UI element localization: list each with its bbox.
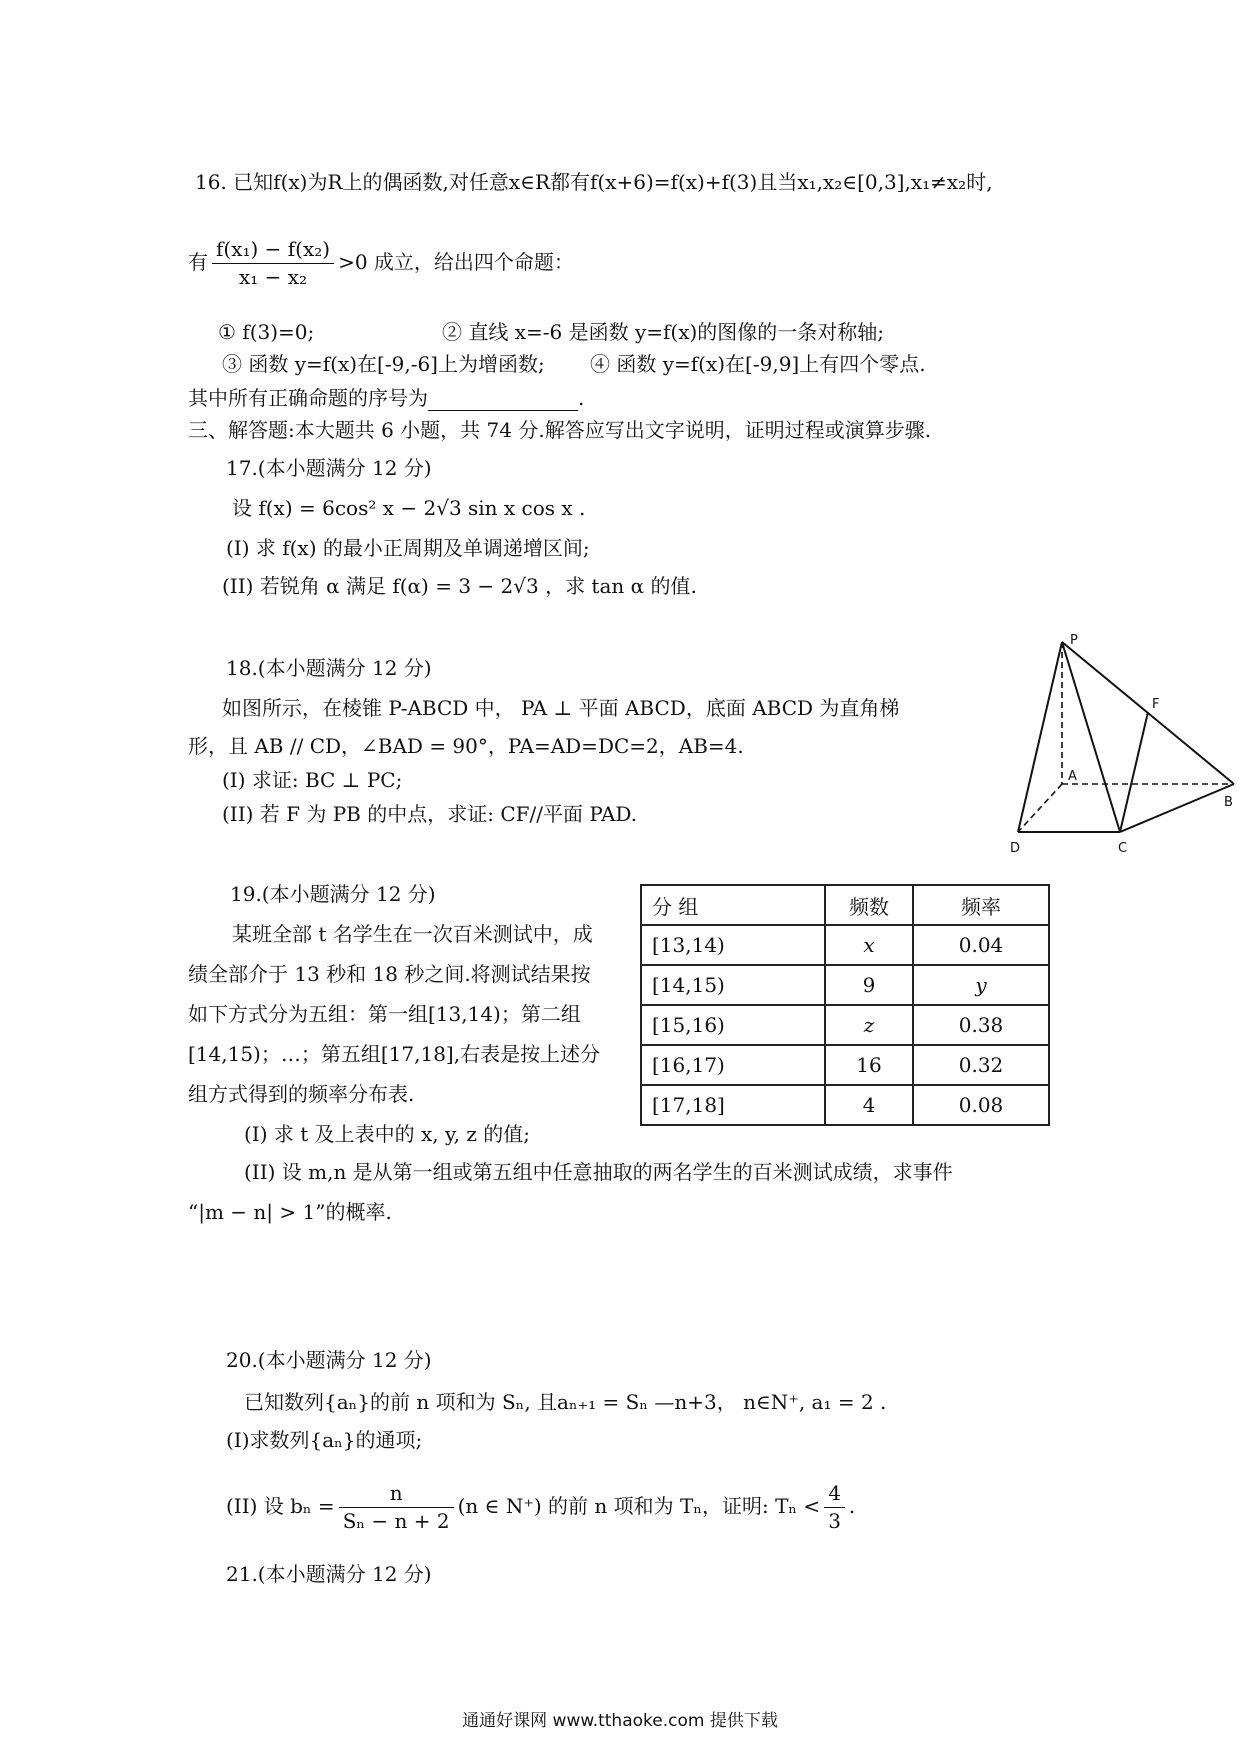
q16-frac-den: x₁ − x₂	[239, 265, 308, 289]
q17-def: 设 f(x) = 6cos² x − 2√3 sin x cos x .	[232, 496, 586, 520]
q17-title: 17.(本小题满分 12 分)	[226, 456, 432, 480]
q20-part2-prefix: (II) 设 bₙ =	[226, 1494, 335, 1518]
cell-group: [17,18]	[641, 1085, 825, 1125]
q17-part2: (II) 若锐角 α 满足 f(α) = 3 − 2√3 ，求 tan α 的值.	[222, 574, 697, 598]
cell-group: [16,17)	[641, 1045, 825, 1085]
q19-line2: 绩全部介于 13 秒和 18 秒之间.将测试结果按	[188, 962, 591, 986]
label-c: C	[1118, 841, 1128, 856]
cell-group: [13,14)	[641, 925, 825, 965]
q20-line1: 已知数列{aₙ}的前 n 项和为 Sₙ, 且aₙ₊₁ = Sₙ —n+3， n∈N⁺, a₁ = 2 .	[244, 1390, 887, 1414]
q16-fraction	[212, 236, 334, 291]
edge-pc	[1062, 642, 1120, 832]
q16-prop-3: ③ 函数 y=f(x)在[-9,-6]上为增函数;	[222, 352, 545, 376]
label-a: A	[1068, 769, 1077, 784]
q20-part2-mid: (n ∈ N⁺) 的前 n 项和为 Tₙ，证明: Tₙ <	[457, 1494, 821, 1518]
cell-count: z	[825, 1005, 913, 1045]
q20-fraction	[339, 1480, 454, 1535]
q16-ask	[188, 386, 584, 411]
page-footer: 通通好课网 www.tthaoke.com 提供下载	[462, 1711, 778, 1731]
header-count: 频数	[825, 885, 913, 925]
table-row	[641, 1045, 1049, 1085]
header-group: 分 组	[641, 885, 825, 925]
cell-count: x	[825, 925, 913, 965]
section3-heading: 三、解答题:本大题共 6 小题，共 74 分.解答应写出文字说明，证明过程或演算步骤.	[188, 418, 932, 442]
q18-title: 18.(本小题满分 12 分)	[226, 656, 432, 680]
q16-frac-num: f(x₁) − f(x₂)	[212, 236, 334, 264]
q20-part2	[226, 1480, 855, 1535]
q18-line2: 形，且 AB // CD，∠BAD = 90°，PA=AD=DC=2，AB=4.	[188, 734, 744, 758]
label-f: F	[1152, 697, 1160, 712]
cell-group: [15,16)	[641, 1005, 825, 1045]
q16-suffix: >0 成立，给出四个命题：	[338, 250, 574, 274]
label-d: D	[1010, 841, 1021, 856]
q16-line2	[188, 236, 574, 291]
cell-group: [14,15)	[641, 965, 825, 1005]
q16-ask-end: .	[578, 386, 585, 410]
cell-count: 4	[825, 1085, 913, 1125]
table-row	[641, 1005, 1049, 1045]
q20-ratio	[824, 1480, 845, 1535]
cell-frequency: y	[913, 965, 1049, 1005]
q20-ratio-den: 3	[828, 1509, 841, 1533]
q19-part3: “|m − n| > 1”的概率.	[188, 1200, 392, 1224]
pyramid-figure	[1000, 630, 1238, 860]
q19-line5: 组方式得到的频率分布表.	[188, 1082, 415, 1106]
q20-part2-end: .	[848, 1494, 856, 1518]
q19-line1: 某班全部 t 名学生在一次百米测试中，成	[232, 922, 593, 946]
q19-line4: [14,15)；…；第五组[17,18],右表是按上述分	[188, 1042, 601, 1066]
cell-frequency: 0.04	[913, 925, 1049, 965]
edge-ad	[1018, 784, 1062, 832]
label-p: P	[1070, 633, 1078, 648]
cell-frequency: 0.08	[913, 1085, 1049, 1125]
q16-prop-2: ② 直线 x=-6 是函数 y=f(x)的图像的一条对称轴;	[442, 320, 885, 344]
table-row	[641, 925, 1049, 965]
cell-count: 16	[825, 1045, 913, 1085]
cell-frequency: 0.32	[913, 1045, 1049, 1085]
q18-part2: (II) 若 F 为 PB 的中点，求证: CF//平面 PAD.	[222, 802, 638, 826]
q19-title: 19.(本小题满分 12 分)	[230, 882, 436, 906]
q18-line1: 如图所示，在棱锥 P-ABCD 中， PA ⊥ 平面 ABCD，底面 ABCD 为直角梯	[222, 696, 900, 720]
q18-part1: (I) 求证: BC ⊥ PC;	[222, 768, 403, 792]
cell-count: 9	[825, 965, 913, 1005]
q17-part1: (I) 求 f(x) 的最小正周期及单调递增区间;	[226, 536, 590, 560]
header-frequency: 频率	[913, 885, 1049, 925]
q20-frac-den: Sₙ − n + 2	[342, 1509, 450, 1533]
q16-prefix: 有	[188, 250, 208, 274]
q21-title: 21.(本小题满分 12 分)	[226, 1562, 432, 1586]
frequency-table	[640, 884, 1050, 1126]
q16-prop-4: ④ 函数 y=f(x)在[-9,9]上有四个零点.	[590, 352, 926, 376]
q16-ask-text: 其中所有正确命题的序号为	[188, 386, 428, 410]
table-header-row	[641, 885, 1049, 925]
q20-title: 20.(本小题满分 12 分)	[226, 1348, 432, 1372]
q20-part1: (I)求数列{aₙ}的通项;	[226, 1428, 423, 1452]
table-row	[641, 1085, 1049, 1125]
label-b: B	[1224, 795, 1233, 810]
q19-part1: (I) 求 t 及上表中的 x, y, z 的值;	[244, 1122, 530, 1146]
table-row	[641, 965, 1049, 1005]
q19-part2: (II) 设 m,n 是从第一组或第五组中任意抽取的两名学生的百米测试成绩，求事件	[244, 1160, 953, 1184]
edge-cf	[1120, 712, 1148, 832]
answer-blank	[428, 386, 578, 411]
q19-line3: 如下方式分为五组：第一组[13,14)；第二组	[188, 1002, 581, 1026]
edge-cb	[1120, 784, 1234, 832]
cell-frequency: 0.38	[913, 1005, 1049, 1045]
q20-ratio-num: 4	[824, 1480, 845, 1508]
q16-prop-1: ① f(3)=0;	[218, 320, 315, 344]
q16-line1: 16. 已知f(x)为R上的偶函数,对任意x∈R都有f(x+6)=f(x)+f(3)且当x₁,x₂∈[0,3],x₁≠x₂时,	[195, 170, 993, 194]
q20-frac-num: n	[339, 1480, 454, 1508]
edge-pd	[1018, 642, 1062, 832]
